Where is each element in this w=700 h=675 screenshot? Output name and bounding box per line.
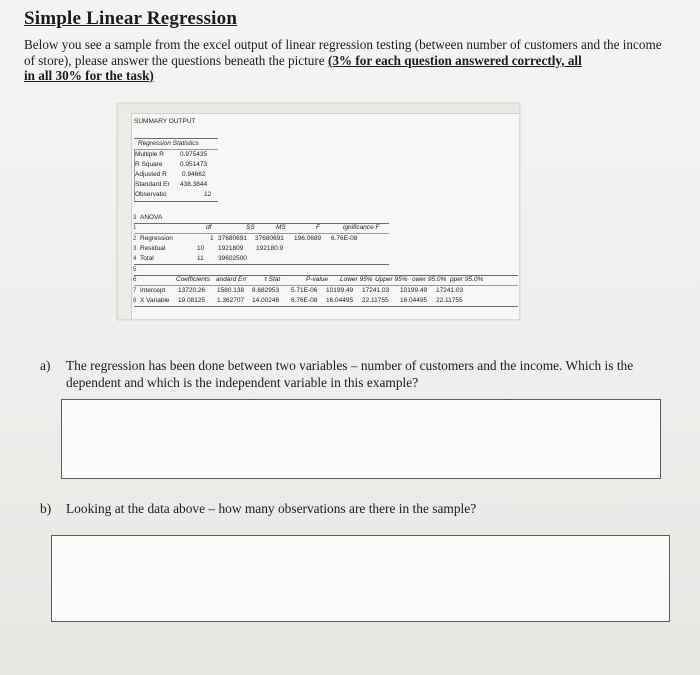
- coef-cell: 16.04495: [400, 297, 428, 304]
- stat-label: Standard Er: [135, 181, 170, 188]
- stat-label: Observatio: [135, 191, 167, 198]
- coef-header-rule: [134, 285, 518, 286]
- coef-cell: 13720.26: [178, 287, 206, 294]
- row-number: 2: [133, 235, 137, 242]
- row-number: 3: [133, 245, 137, 252]
- excel-row-header: [118, 113, 132, 319]
- anova-cell: 192180.9: [256, 245, 284, 252]
- anova-cell: 1: [210, 235, 214, 242]
- stat-value: 438.3844: [180, 181, 208, 188]
- intro-text: Below you see a sample from the excel output of linear regression testing (between number of customers and the income of store), please answer the questions beneath the picture: [24, 37, 662, 68]
- stats-top-rule: [134, 138, 218, 139]
- intro-emphasis-1: (3% for each question answered correctly, all: [327, 52, 582, 68]
- question-label: b): [40, 501, 52, 516]
- anova-row-label: Residual: [140, 245, 166, 252]
- coef-cell: 5.71E-06: [291, 287, 318, 294]
- coef-cell: 6.76E-08: [291, 297, 318, 304]
- anova-cell: 11: [197, 255, 204, 262]
- coef-header: t Stat: [265, 276, 281, 283]
- anova-cell: 37680691: [218, 235, 247, 242]
- coef-cell: 10199.49: [326, 287, 354, 294]
- anova-cell: 39602500: [218, 255, 247, 262]
- anova-cell: 1921809: [218, 245, 244, 252]
- coef-cell: 17241.03: [362, 287, 390, 294]
- summary-output-label: SUMMARY OUTPUT: [134, 118, 196, 125]
- row-number: 5: [133, 266, 137, 273]
- anova-header: df: [206, 224, 212, 231]
- row-number: 7: [133, 287, 137, 294]
- coef-cell: 8.682953: [252, 287, 280, 294]
- regression-statistics-header: Regression Statistics: [138, 140, 199, 147]
- answer-box-b[interactable]: [51, 535, 670, 622]
- anova-header: ignificance F: [343, 224, 380, 231]
- row-number: 6: [133, 276, 137, 283]
- stat-label: Multiple R: [135, 151, 164, 158]
- stat-value: 0.951473: [180, 161, 208, 168]
- anova-cell: 6.76E-08: [331, 235, 358, 242]
- page-title: Simple Linear Regression: [24, 8, 238, 29]
- question-text: Looking at the data above – how many observations are there in the sample?: [66, 501, 477, 516]
- answer-box-a[interactable]: [61, 399, 661, 479]
- stat-value: 0.94662: [182, 171, 206, 178]
- row-number: 8: [133, 297, 137, 304]
- anova-header-rule: [134, 233, 389, 234]
- coef-cell: 10199.49: [400, 287, 428, 294]
- coef-header: Upper 95%: [375, 276, 408, 283]
- coef-cell: 16.04495: [326, 297, 354, 304]
- coef-header: P-value: [306, 276, 329, 283]
- anova-row-label: Regression: [140, 235, 173, 242]
- anova-cell: 196.0689: [294, 235, 322, 242]
- excel-summary-output: [117, 103, 520, 320]
- coef-row-label: Intercept: [140, 287, 166, 294]
- anova-row-label: Total: [140, 255, 154, 262]
- row-number: 3: [133, 214, 137, 221]
- stat-value: 12: [204, 191, 212, 198]
- row-number: 4: [133, 255, 137, 262]
- stats-left-border: [134, 150, 135, 201]
- stats-bottom-rule: [134, 201, 218, 202]
- coef-header: pper 95.0%: [450, 276, 484, 283]
- stat-value: 0.975435: [180, 151, 208, 158]
- anova-cell: 37680691: [255, 235, 284, 242]
- coef-cell: 22.11755: [436, 297, 463, 304]
- intro-emphasis-2: in all 30% for the task): [24, 68, 154, 83]
- coef-cell: 22.11755: [362, 297, 389, 304]
- coef-cell: 17241.03: [436, 287, 464, 294]
- stat-label: R Square: [135, 161, 163, 168]
- question-a: [40, 357, 670, 391]
- anova-header: MS: [276, 224, 286, 231]
- anova-label: ANOVA: [140, 214, 163, 221]
- coef-cell: 1.362707: [217, 297, 245, 304]
- stats-header-rule: [134, 149, 218, 150]
- coef-bottom-rule: [134, 306, 518, 307]
- anova-bottom-rule: [134, 264, 389, 265]
- coef-row-label: X Variable: [140, 297, 170, 304]
- row-number: 1: [133, 224, 137, 231]
- anova-cell: 10: [197, 245, 205, 252]
- coef-cell: 14.00246: [252, 297, 280, 304]
- anova-header: SS: [246, 224, 255, 231]
- excel-column-header: [118, 104, 519, 114]
- coef-header: andard Err: [216, 276, 247, 283]
- question-label: a): [40, 358, 51, 373]
- coef-header: Lower 95%: [340, 276, 373, 283]
- coef-cell: 19.08125: [178, 297, 206, 304]
- coef-header: Coefficients: [176, 276, 210, 283]
- intro-paragraph: [24, 37, 664, 84]
- coef-cell: 1580.138: [217, 287, 245, 294]
- question-b: [40, 500, 670, 517]
- question-text: The regression has been done between two variables – number of customers and the income. Which is the dependent and which is the independent variable in this example?: [66, 358, 634, 390]
- coef-header: ower 95.0%: [412, 276, 447, 283]
- anova-header: F: [316, 224, 320, 231]
- stat-label: Adjusted R: [135, 171, 167, 178]
